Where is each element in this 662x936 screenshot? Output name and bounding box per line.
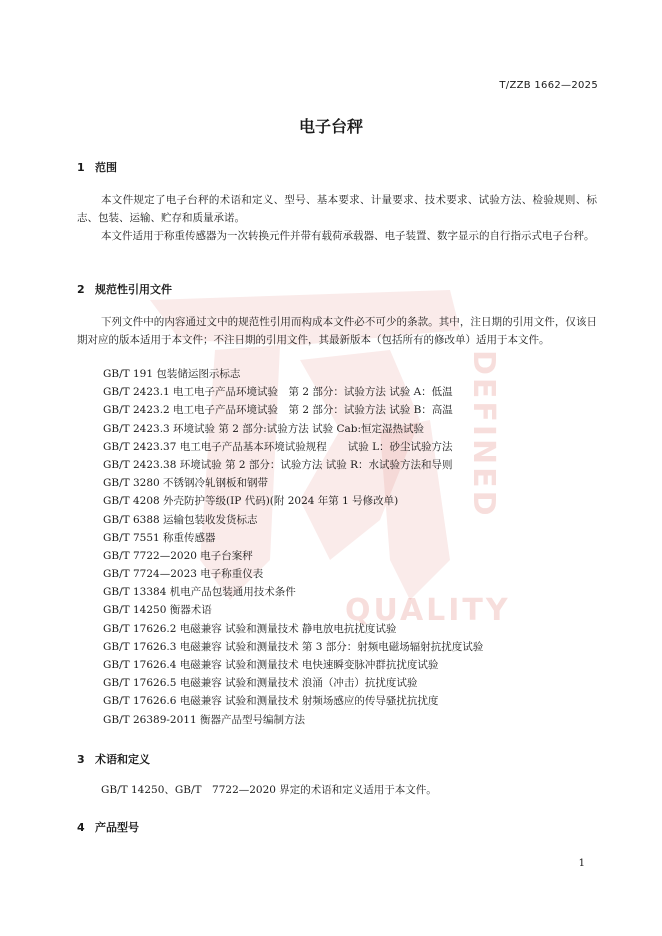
scope-paragraph-1: 本文件规定了电子台秤的术语和定义、型号、基本要求、计量要求、技术要求、试验方法、检验规则、标志、包装、运输、贮存和质量承诺。 — [77, 194, 597, 224]
section-heading-terms — [77, 751, 150, 767]
list-item: GB/T 17626.3 电磁兼容 试验和测量技术 第 3 部分：射频电磁场辐射抗扰度试验 — [103, 640, 484, 653]
standard-number: T/ZZB 1662—2025 — [499, 80, 598, 91]
list-item: GB/T 191 包装储运图示标志 — [103, 368, 241, 380]
list-item: GB/T 2423.1 电工电子产品环境试验 第 2 部分：试验方法 试验 A：低温 — [103, 386, 453, 399]
list-item: GB/T 26389-2011 衡器产品型号编制方法 — [103, 713, 305, 726]
reference-list — [103, 365, 483, 729]
section-title: 产品型号 — [95, 821, 139, 834]
section-number: 2 — [77, 283, 85, 296]
list-item: GB/T 2423.37 电工电子产品基本环境试验规程 试验 L：砂尘试验方法 — [103, 440, 453, 453]
list-item: GB/T 2423.3 环境试验 第 2 部分:试验方法 试验 Cab:恒定湿热试验 — [103, 422, 425, 435]
section-number: 4 — [77, 821, 85, 834]
list-item: GB/T 4208 外壳防护等级(IP 代码)(附 2024 年第 1 号修改单) — [103, 495, 399, 508]
document-title: 电子台秤 — [298, 117, 363, 136]
list-item: GB/T 6388 运输包装收发货标志 — [103, 513, 258, 526]
terms-paragraph: GB/T 14250、GB/T 7722—2020 界定的术语和定义适用于本文件。 — [101, 784, 437, 796]
list-item: GB/T 17626.2 电磁兼容 试验和测量技术 静电放电抗扰度试验 — [103, 622, 397, 635]
list-item: GB/T 3280 不锈钢冷轧钢板和钢带 — [103, 477, 269, 490]
list-item: GB/T 7724—2023 电子称重仪表 — [103, 568, 264, 581]
scope-paragraph-2: 本文件适用于称重传感器为一次转换元件并带有载荷承载器、电子装置、数字显示的自行指示式电子台秤。 — [101, 230, 595, 242]
page-number: 1 — [578, 858, 585, 869]
list-item: GB/T 17626.5 电磁兼容 试验和测量技术 浪涌（冲击）抗扰度试验 — [103, 677, 418, 690]
section-heading-normative-references — [77, 281, 172, 297]
list-item: GB/T 7722—2020 电子台案秤 — [103, 549, 253, 562]
list-item: GB/T 2423.2 电工电子产品环境试验 第 2 部分：试验方法 试验 B：高温 — [103, 404, 453, 417]
watermark-text-quality: QUALITY — [345, 593, 511, 628]
section-title: 规范性引用文件 — [95, 283, 172, 296]
watermark-text: DEFINED — [466, 350, 501, 519]
list-item: GB/T 17626.4 电磁兼容 试验和测量技术 电快速瞬变脉冲群抗扰度试验 — [103, 659, 439, 671]
section-heading-product-model — [77, 819, 139, 835]
list-item: GB/T 17626.6 电磁兼容 试验和测量技术 射频场感应的传导骚扰抗扰度 — [103, 695, 439, 708]
references-intro-paragraph: 下列文件中的内容通过文中的规范性引用而构成本文件必不可少的条款。其中，注日期的引用文件，仅该日期对应的版本适用于本文件；不注日期的引用文件，其最新版本（包括所有的修改单）适用于本文件。 — [77, 316, 597, 346]
list-item: GB/T 14250 衡器术语 — [103, 604, 212, 617]
list-item: GB/T 2423.38 环境试验 第 2 部分：试验方法 试验 R：水试验方法和导则 — [103, 458, 453, 471]
section-number: 1 — [77, 161, 85, 174]
section-number: 3 — [77, 753, 85, 766]
section-heading-scope — [77, 159, 117, 175]
list-item: GB/T 13384 机电产品包装通用技术条件 — [103, 586, 296, 599]
list-item: GB/T 7551 称重传感器 — [103, 531, 216, 544]
section-title: 术语和定义 — [95, 753, 150, 766]
section-title: 范围 — [95, 161, 117, 174]
